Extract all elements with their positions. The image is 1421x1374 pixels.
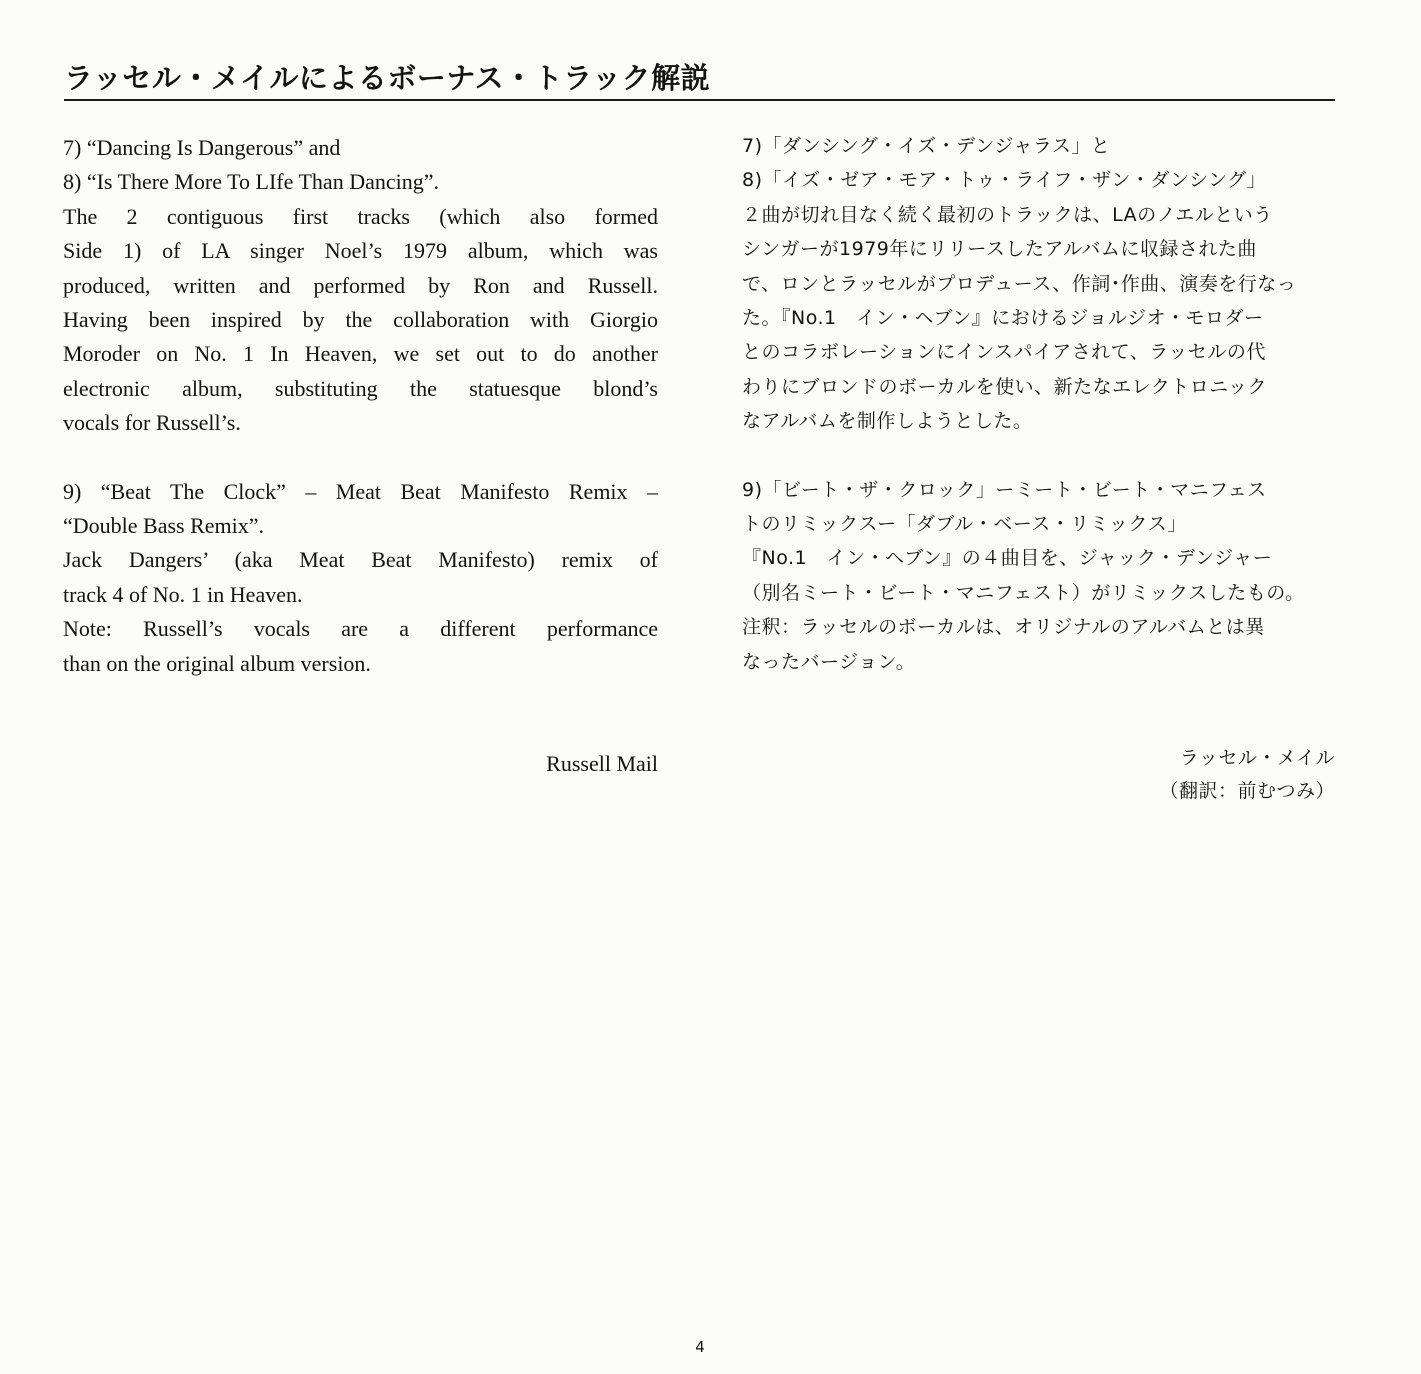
section-heading: ラッセル・メイルによるボーナス・トラック解説 <box>64 61 711 95</box>
en-track-7-8-title <box>63 131 658 200</box>
en-title-line: 7) “Dancing Is Dangerous” and <box>63 135 341 160</box>
paragraph-gap <box>63 441 658 475</box>
en-track-9-title <box>63 475 658 544</box>
ja-body-line: シンガーが1979年にリリースしたアルバムに収録された曲 <box>742 238 1257 261</box>
en-title-line: 9) “Beat The Clock” – Meat Beat Manifesto Remix – <box>63 478 658 504</box>
en-body-line: Moroder on No. 1 In Heaven, we set out to do another <box>63 341 658 367</box>
ja-title-line: トのリミックスー「ダブル・ベース・リミックス」 <box>742 513 1187 536</box>
english-signature: Russell Mail <box>546 751 658 776</box>
ja-body-line: わりにブロンドのボーカルを使い、新たなエレクトロニック <box>742 375 1267 398</box>
en-body-line: than on the original album version. <box>63 650 371 676</box>
japanese-signature: ラッセル・メイル <box>1179 747 1335 769</box>
en-body-line: Having been inspired by the collaboration with Giorgio <box>63 307 658 333</box>
japanese-column <box>742 129 1336 679</box>
en-body-line: Note: Russell’s vocals are a different performance <box>63 616 658 642</box>
ja-body-line: 『No.1 イン・ヘブン』の４曲目を、ジャック・デンジャー <box>742 547 1273 570</box>
en-title-line: “Double Bass Remix”. <box>63 513 265 539</box>
en-body-line: The 2 contiguous first tracks (which also formed <box>63 203 658 229</box>
heading-rule <box>64 99 1335 101</box>
en-body-line: electronic album, substituting the statuesque blond’s <box>63 375 658 401</box>
ja-title-line: 9)「ビート・ザ・クロック」ーミート・ビート・マニフェス <box>742 478 1267 501</box>
ja-body-line: とのコラボレーションにインスパイアされて、ラッセルの代 <box>742 341 1266 364</box>
en-body-line: Jack Dangers’ (aka Meat Beat Manifesto) remix of <box>63 547 658 573</box>
en-title-line: 8) “Is There More To LIfe Than Dancing”. <box>63 169 439 195</box>
en-track-9-body <box>63 543 658 681</box>
en-body-line: vocals for Russell’s. <box>63 410 241 436</box>
ja-title-line: 8)「イズ・ゼア・モア・トゥ・ライフ・ザン・ダンシング」 <box>742 169 1267 192</box>
translator-credit: （翻訳：前むつみ） <box>1159 780 1335 802</box>
paragraph-gap <box>742 439 1336 473</box>
ja-body-line: （別名ミート・ビート・マニフェスト）がリミックスしたもの。 <box>742 581 1305 604</box>
ja-body-line: で、ロンとラッセルがプロデュース、作詞･作曲、演奏を行なっ <box>742 272 1297 295</box>
ja-body-line: ２曲が切れ目なく続く最初のトラックは、LAのノエルという <box>742 203 1273 226</box>
ja-track-7-8-title <box>742 129 1336 198</box>
ja-body-line: なったバージョン。 <box>742 650 916 673</box>
page-number: 4 <box>695 1338 705 1356</box>
en-track-7-8-body <box>63 200 658 441</box>
ja-track-9-title <box>742 473 1336 542</box>
ja-title-line: 7)「ダンシング・イズ・デンジャラス」と <box>742 135 1111 157</box>
en-body-line: Side 1) of LA singer Noel’s 1979 album, which was <box>63 238 658 264</box>
english-column <box>63 131 658 681</box>
japanese-signature-block <box>1159 742 1335 808</box>
en-body-line: track 4 of No. 1 in Heaven. <box>63 581 303 607</box>
en-body-line: produced, written and performed by Ron and Russell. <box>63 272 658 298</box>
ja-body-line: た。『No.1 イン・ヘブン』におけるジョルジオ・モロダー <box>742 307 1264 330</box>
ja-body-line: なアルバムを制作しようとした。 <box>742 410 1033 433</box>
ja-track-9-body <box>742 541 1336 679</box>
ja-body-line: 注釈：ラッセルのボーカルは、オリジナルのアルバムとは異 <box>742 616 1265 639</box>
ja-track-7-8-body <box>742 198 1336 439</box>
